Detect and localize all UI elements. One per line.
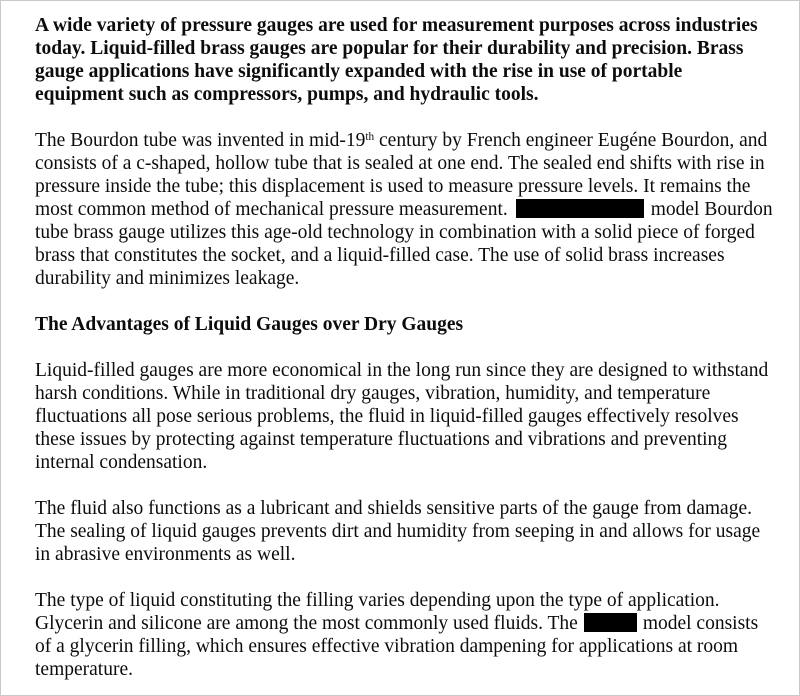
text-line: today. Liquid-filled brass gauges are popular for their durability and precision. Brass [35,38,744,59]
redaction-box-model-name [584,613,637,632]
text-line: A wide variety of pressure gauges are used for measurement purposes across industries [35,15,758,36]
filling-paragraph [35,589,780,681]
text-line: these issues by protecting against temperature fluctuations and vibrations and preventing [35,429,728,450]
text-segment: The Bourdon tube was invented in mid-19 [35,130,366,151]
text-segment: century by French engineer Eugéne Bourdon, and [374,130,768,151]
text-line: The type of liquid constituting the filling varies depending upon the type of application. [35,590,720,611]
text-line: in abrasive environments as well. [35,544,296,565]
text-line: tube brass gauge utilizes this age-old technology in combination with a solid piece of forged [35,222,755,243]
text-line [35,129,780,152]
text-line: pressure inside the tube; this displacement is used to measure pressure levels. It remains the [35,176,751,197]
text-line: fluctuations all pose serious problems, the fluid in liquid-filled gauges effectively resolves [35,406,739,427]
text-line: The sealing of liquid gauges prevents dirt and humidity from seeping in and allows for usage [35,521,761,542]
text-segment: model consists [642,613,759,634]
text-segment: model Bourdon [650,199,773,220]
bourdon-paragraph [35,129,780,290]
text-line: of a glycerin filling, which ensures effective vibration dampening for applications at room [35,636,739,657]
text-line: equipment such as compressors, pumps, and hydraulic tools. [35,84,539,105]
ordinal-superscript: th [365,130,375,143]
advantages-heading: The Advantages of Liquid Gauges over Dry Gauges [35,314,464,335]
text-line: internal condensation. [35,452,208,473]
text-segment: Glycerin and silicone are among the most commonly used fluids. The [35,613,578,634]
intro-paragraph [35,14,780,106]
text-line: Liquid-filled gauges are more economical in the long run since they are designed to withstand [35,360,769,381]
text-segment: most common method of mechanical pressure measurement. [35,199,508,220]
economical-paragraph [35,359,780,474]
text-line: gauge applications have significantly expanded with the rise in use of portable [35,61,683,82]
fluid-paragraph [35,497,780,566]
text-line [35,612,780,635]
redaction-box-model-name [516,199,644,218]
text-line [35,198,780,221]
text-line: consists of a c-shaped, hollow tube that is sealed at one end. The sealed end shifts with rise in [35,153,765,174]
text-line: durability and minimizes leakage. [35,268,300,289]
text-line: brass that constitutes the socket, and a liquid-filled case. The use of solid brass increases [35,245,725,266]
text-line: temperature. [35,659,133,680]
text-line: harsh conditions. While in traditional dry gauges, vibration, humidity, and temperature [35,383,711,404]
text-line: The fluid also functions as a lubricant and shields sensitive parts of the gauge from damage. [35,498,752,519]
